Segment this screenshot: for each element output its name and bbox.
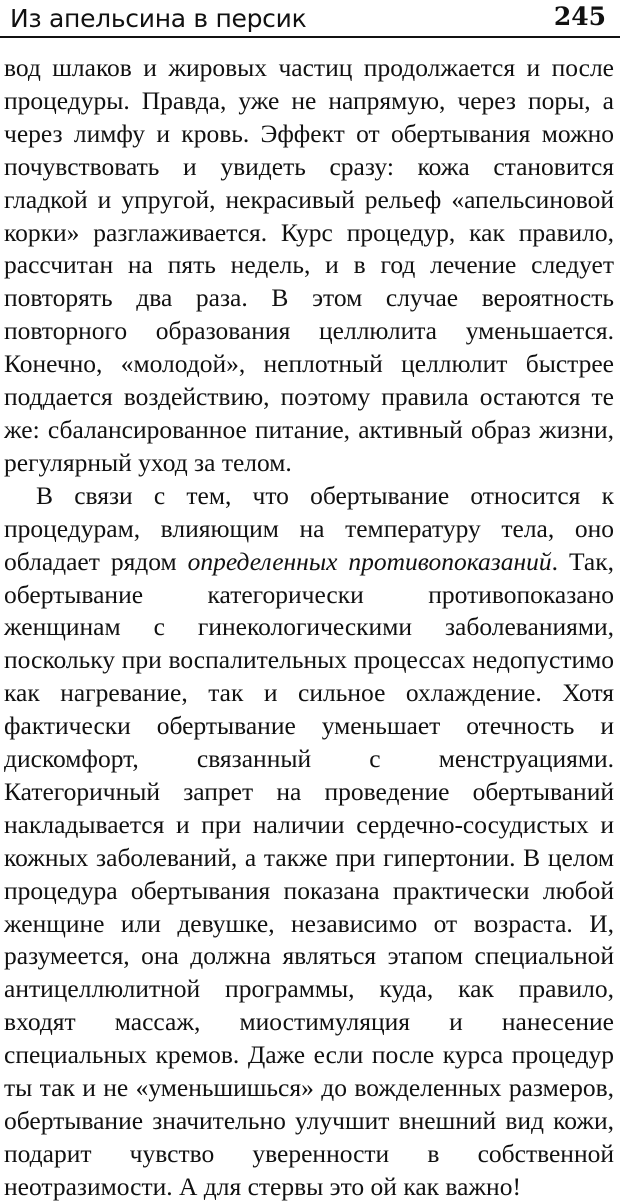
header-rule bbox=[0, 36, 620, 38]
page-number: 245 bbox=[553, 2, 606, 31]
running-title: Из апельсина в персик bbox=[10, 4, 307, 33]
paragraph-2 bbox=[4, 480, 614, 1204]
emphasis-contraindications: определенных противопоказаний bbox=[187, 546, 552, 576]
paragraph-2-rest: . Так, обертывание категорически противопоказано женщинам с гинекологическими заболеваниями, поскольку при воспалительных процессах недопустимо как нагревание, так и сильное охлаждение. Хотя фактически обертывание уменьшает отечность и дискомфорт, связанный с менструациями. Категоричный запрет на проведение обертываний накладывается и при наличии сердечно-сосудистых и кожных заболеваний, а также при гипертонии. В целом процедура обертывания показана практически любой женщине или девушке, независимо от возраста. И, разумеется, она должна являться этапом специальной антицеллюлитной программы, куда, как правило, входят массаж, миостимуляция и нанесение специальных кремов. Даже если после курса процедур ты так и не «уменьшишься» до вожделенных размеров, обертывание значительно улучшит внешний вид кожи, подарит чувство уверенности в собственной неотразимости. А для стервы это ой как важно! bbox=[4, 546, 614, 1201]
page-header bbox=[8, 0, 612, 34]
paragraph-1: вод шлаков и жировых частиц продолжается и после процедуры. Правда, уже не напрямую, через поры, а через лимфу и кровь. Эффект от обертывания можно почувствовать и увидеть сразу: кожа становится гладкой и упругой, некрасивый рельеф «апельсиновой корки» разглаживается. Курс процедур, как правило, рассчитан на пять недель, и в год лечение следует повторять два раза. В этом случае вероятность повторного образования целлюлита уменьшается. Конечно, «молодой», неплотный целлюлит быстрее поддается воздействию, поэтому правила остаются те же: сбалансированное питание, активный образ жизни, регулярный уход за телом. bbox=[4, 53, 614, 477]
paragraph-2-start: В связи с тем, что обертывание относится к процедурам, влияющим на температуру тела, оно обладает рядом bbox=[4, 480, 614, 576]
body-text bbox=[4, 52, 614, 1204]
